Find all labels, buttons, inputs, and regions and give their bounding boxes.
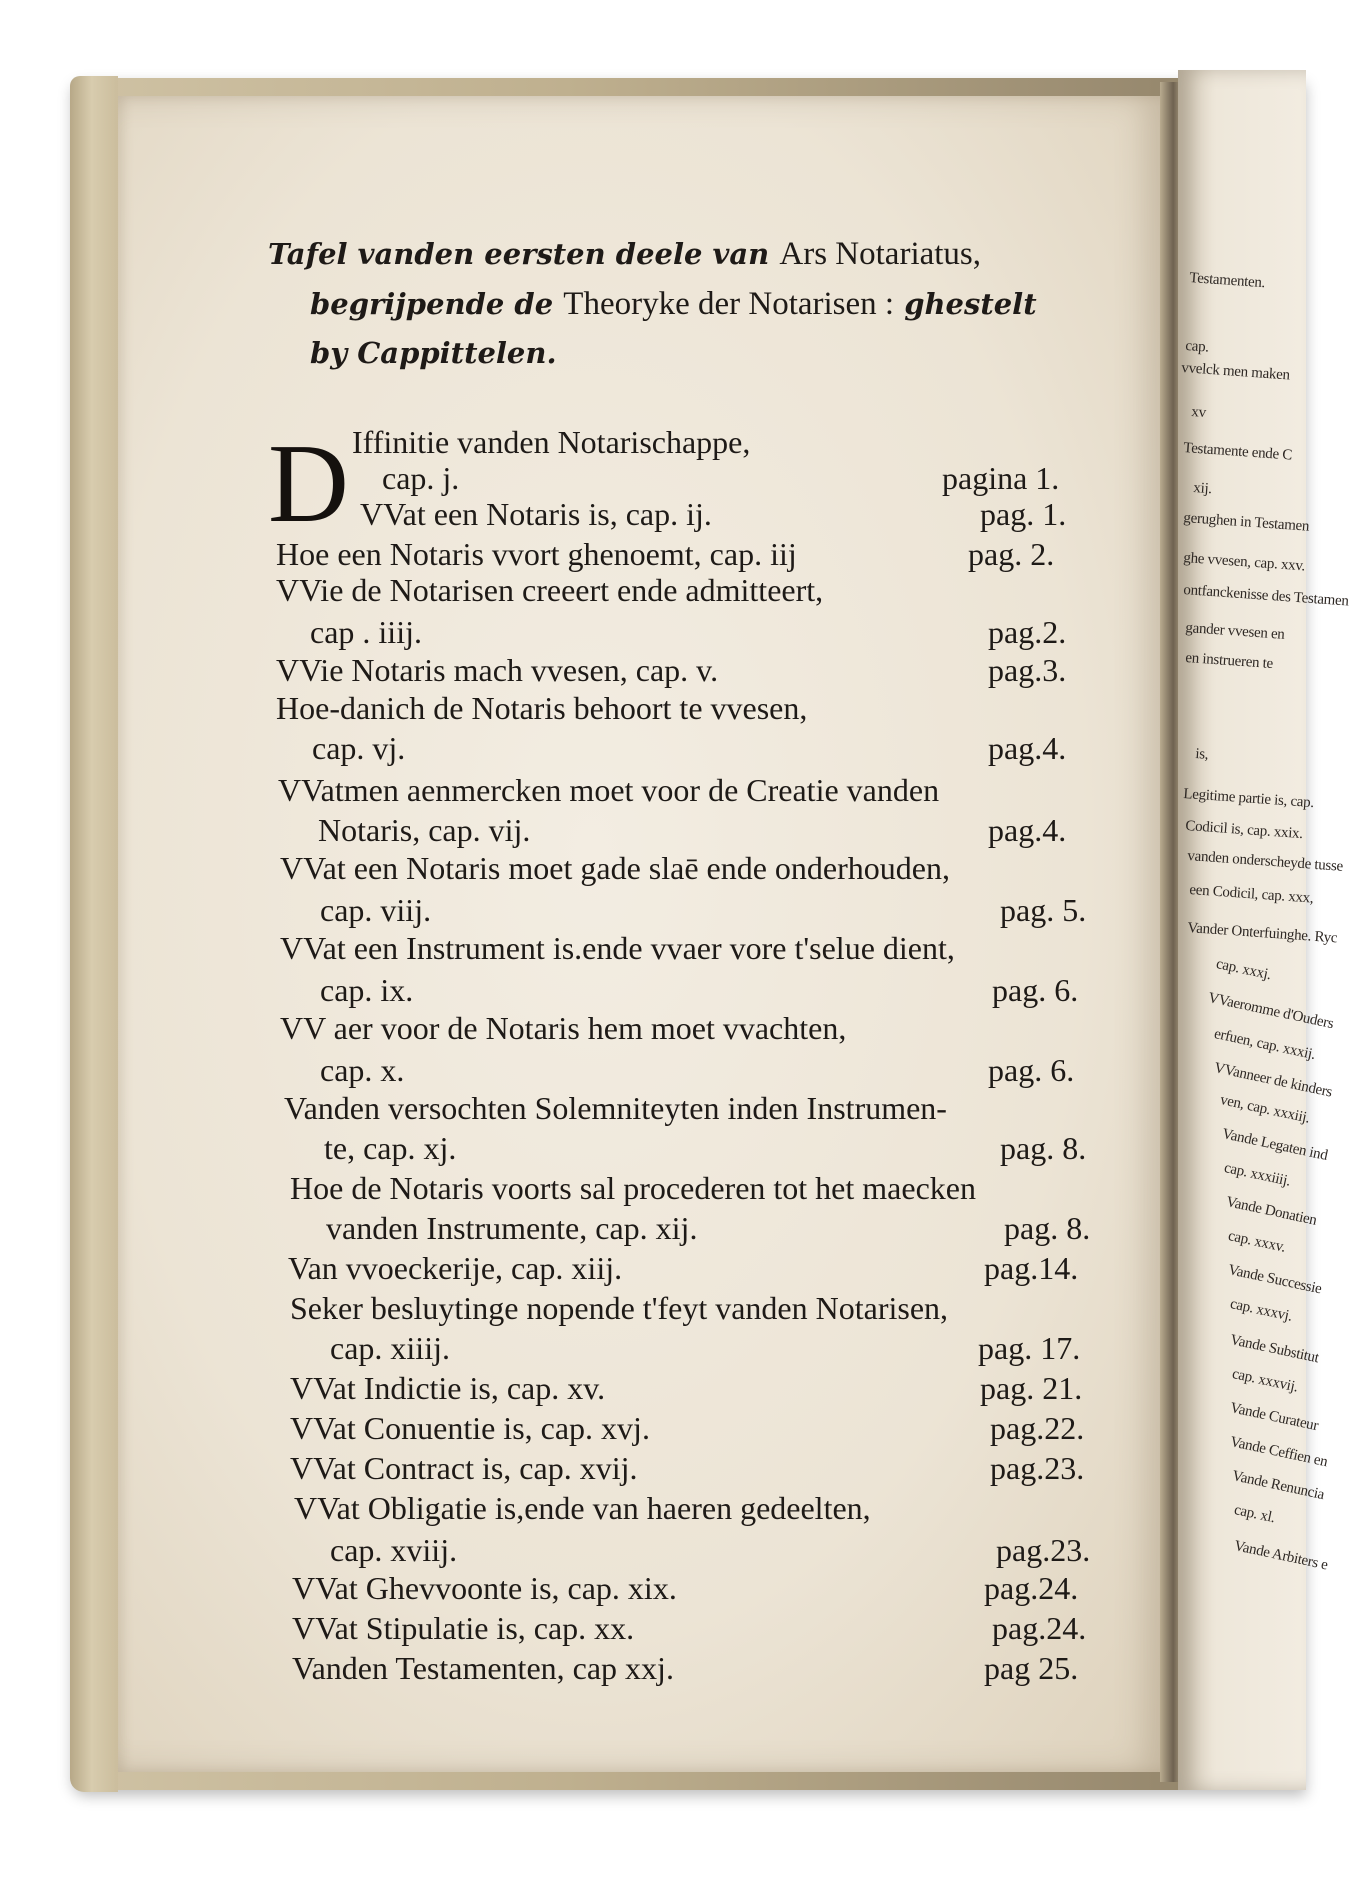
toc-entry-line: VVie Notaris mach vvesen, cap. v.	[276, 652, 719, 688]
right-page-line: Vande Successie	[1226, 1262, 1323, 1298]
toc-entry-line: VVat Ghevvoonte is, cap. xix.	[292, 1570, 677, 1606]
toc-entry-line: VVat Contract is, cap. xvij.	[290, 1450, 638, 1486]
right-page-line: vvelck men maken	[1180, 360, 1291, 384]
toc-entry-line: te, cap. xj.	[324, 1130, 457, 1166]
toc-entry-line: VVat een Instrument is.ende vvaer vore t'selue dient,	[280, 930, 955, 966]
right-page-line: Vande Arbiters e	[1232, 1538, 1330, 1574]
toc-entry-line: Iffinitie vanden Notarischappe,	[352, 424, 751, 460]
toc-entry-line: cap . iiij.	[310, 614, 422, 650]
right-page-line: Legitime partie is, cap.	[1182, 786, 1315, 812]
toc-entry-line: cap. j.	[382, 460, 460, 496]
right-page-line: Vande Legaten ind	[1220, 1126, 1330, 1164]
right-page-line: en instrueren te	[1184, 650, 1274, 673]
toc-entry-line: Vanden Testamenten, cap xxj.	[292, 1650, 674, 1686]
toc-entry-line: Hoe-danich de Notaris behoort te vvesen,	[276, 690, 808, 726]
right-page-line: cap. xxxvj.	[1228, 1296, 1294, 1325]
right-page-line: VVaeromme d'Ouders	[1206, 990, 1335, 1033]
right-page-line: ghe vvesen, cap. xxv.	[1182, 550, 1306, 575]
heading-title-italic: Tafel vanden eersten deele van	[268, 237, 770, 271]
toc-page-reference: pag. 1.	[980, 496, 1067, 532]
toc-entry-line: cap. x.	[320, 1052, 405, 1088]
heading-line-2	[310, 286, 1037, 323]
right-page-line: Vande Substitut	[1228, 1332, 1321, 1367]
right-page-line: cap. xxxv.	[1226, 1228, 1287, 1256]
right-page-line: xij.	[1192, 480, 1213, 498]
toc-page-reference: pag.4.	[988, 730, 1067, 766]
heading-line-1	[268, 236, 981, 273]
right-page-line: gerughen in Testamen	[1182, 510, 1310, 535]
toc-entry-line: VVatmen aenmercken moet voor de Creatie vanden	[278, 772, 940, 808]
toc-entry-line: Hoe de Notaris voorts sal procederen tot het maecken	[290, 1170, 976, 1206]
right-page-line: Vande Ceffien en	[1228, 1434, 1329, 1471]
heading-byline: by Cappittelen.	[310, 336, 557, 370]
drop-cap: D	[268, 422, 349, 546]
toc-page-reference: pag.22.	[990, 1410, 1085, 1446]
right-page-line: Testamenten.	[1188, 270, 1266, 292]
right-page-line: cap. xxxj.	[1214, 956, 1273, 984]
toc-entry-line: VVat Obligatie is,ende van haeren gedeelten,	[294, 1490, 871, 1526]
heading-subtitle-roman: Theoryke der Notarisen :	[563, 286, 895, 322]
toc-entry-line: VVat een Notaris moet gade slaē ende onderhouden,	[280, 850, 950, 886]
right-page-line: ontfanckenisse des Testamen	[1182, 582, 1349, 610]
right-page-line: is,	[1194, 746, 1209, 763]
toc-entry-line: VVat Indictie is, cap. xv.	[290, 1370, 606, 1406]
toc-page-reference: pag.23.	[996, 1532, 1091, 1568]
right-page-line: ven, cap. xxxiij.	[1218, 1092, 1312, 1127]
toc-entry-line: VVie de Notarisen creeert ende admitteert,	[276, 572, 824, 608]
right-page-line: Vande Renuncia	[1230, 1468, 1326, 1504]
right-page-line: een Codicil, cap. xxx,	[1188, 882, 1314, 907]
toc-page-reference: pag.14.	[984, 1250, 1079, 1286]
toc-entry-line: Van vvoeckerije, cap. xiij.	[288, 1250, 623, 1286]
toc-page-reference: pag. 6.	[992, 972, 1079, 1008]
toc-entry-line: VVat Stipulatie is, cap. xx.	[292, 1610, 635, 1646]
right-page-line: cap. xxxvij.	[1230, 1366, 1300, 1396]
toc-page-reference: pag.24.	[992, 1610, 1087, 1646]
toc-page-reference: pag.4.	[988, 812, 1067, 848]
right-page-line: VVanneer de kinders	[1212, 1060, 1334, 1101]
toc-entry-line: Notaris, cap. vij.	[318, 812, 531, 848]
toc-page-reference: pag. 21.	[980, 1370, 1083, 1406]
toc-entry-line: cap. ix.	[320, 972, 414, 1008]
toc-page-reference: pag. 17.	[978, 1330, 1081, 1366]
toc-entry-line: Seker besluytinge nopende t'feyt vanden Notarisen,	[290, 1290, 949, 1326]
right-page-line: cap. xxxiiij.	[1222, 1160, 1292, 1190]
toc-entry-line: vanden Instrumente, cap. xij.	[326, 1210, 698, 1246]
toc-page-reference: pag 25.	[984, 1650, 1079, 1686]
toc-page-reference: pag. 2.	[968, 536, 1055, 572]
heading-line-3	[310, 336, 557, 370]
toc-entry-line: VVat Conuentie is, cap. xvj.	[290, 1410, 650, 1446]
toc-page-reference: pag. 6.	[988, 1052, 1075, 1088]
right-page-line: Vander Onterfuinghe. Ryc	[1186, 920, 1338, 947]
right-page-line: cap.	[1184, 338, 1210, 356]
right-page-line: erfuen, cap. xxxij.	[1212, 1026, 1317, 1064]
toc-page-reference: pag. 5.	[1000, 892, 1087, 928]
right-page-line: gander vvesen en	[1184, 620, 1286, 643]
right-page-line: vanden onderscheyde tusse	[1186, 848, 1344, 875]
toc-page-reference: pag. 8.	[1004, 1210, 1091, 1246]
right-page-line: Testamente ende C	[1182, 440, 1293, 464]
toc-entry-line: cap. viij.	[320, 892, 432, 928]
toc-page-reference: pag.24.	[984, 1570, 1079, 1606]
toc-entry-line: VV aer voor de Notaris hem moet vvachten,	[280, 1010, 847, 1046]
heading-subtitle-end: ghestelt	[904, 287, 1037, 321]
book-spine-edge	[70, 76, 118, 1792]
right-page	[1178, 70, 1349, 1790]
toc-page-reference: pag.2.	[988, 614, 1067, 650]
toc-entry-line: cap. xiiij.	[330, 1330, 450, 1366]
heading-subtitle-italic: begrijpende de	[310, 287, 554, 321]
right-page-line: Vande Donatien	[1224, 1194, 1319, 1229]
toc-entry-line: Vanden versochten Solemniteyten inden Instrumen-	[284, 1090, 947, 1126]
toc-page-reference: pag. 8.	[1000, 1130, 1087, 1166]
toc-page-reference: pagina 1.	[942, 460, 1060, 496]
right-page-line: xv	[1190, 404, 1207, 421]
toc-page-reference: pag.23.	[990, 1450, 1085, 1486]
right-page-line: Vande Curateur	[1228, 1400, 1320, 1435]
heading-title-roman: Ars Notariatus,	[779, 236, 982, 272]
toc-entry-line: cap. vj.	[312, 730, 406, 766]
toc-entry-line: cap. xviij.	[330, 1532, 458, 1568]
toc-page-reference: pag.3.	[988, 652, 1067, 688]
toc-entry-line: VVat een Notaris is, cap. ij.	[360, 496, 712, 532]
toc-entry-line: Hoe een Notaris vvort ghenoemt, cap. iij	[276, 536, 797, 572]
right-page-line: Codicil is, cap. xxix.	[1184, 818, 1304, 843]
right-page-line: cap. xl.	[1232, 1502, 1277, 1527]
